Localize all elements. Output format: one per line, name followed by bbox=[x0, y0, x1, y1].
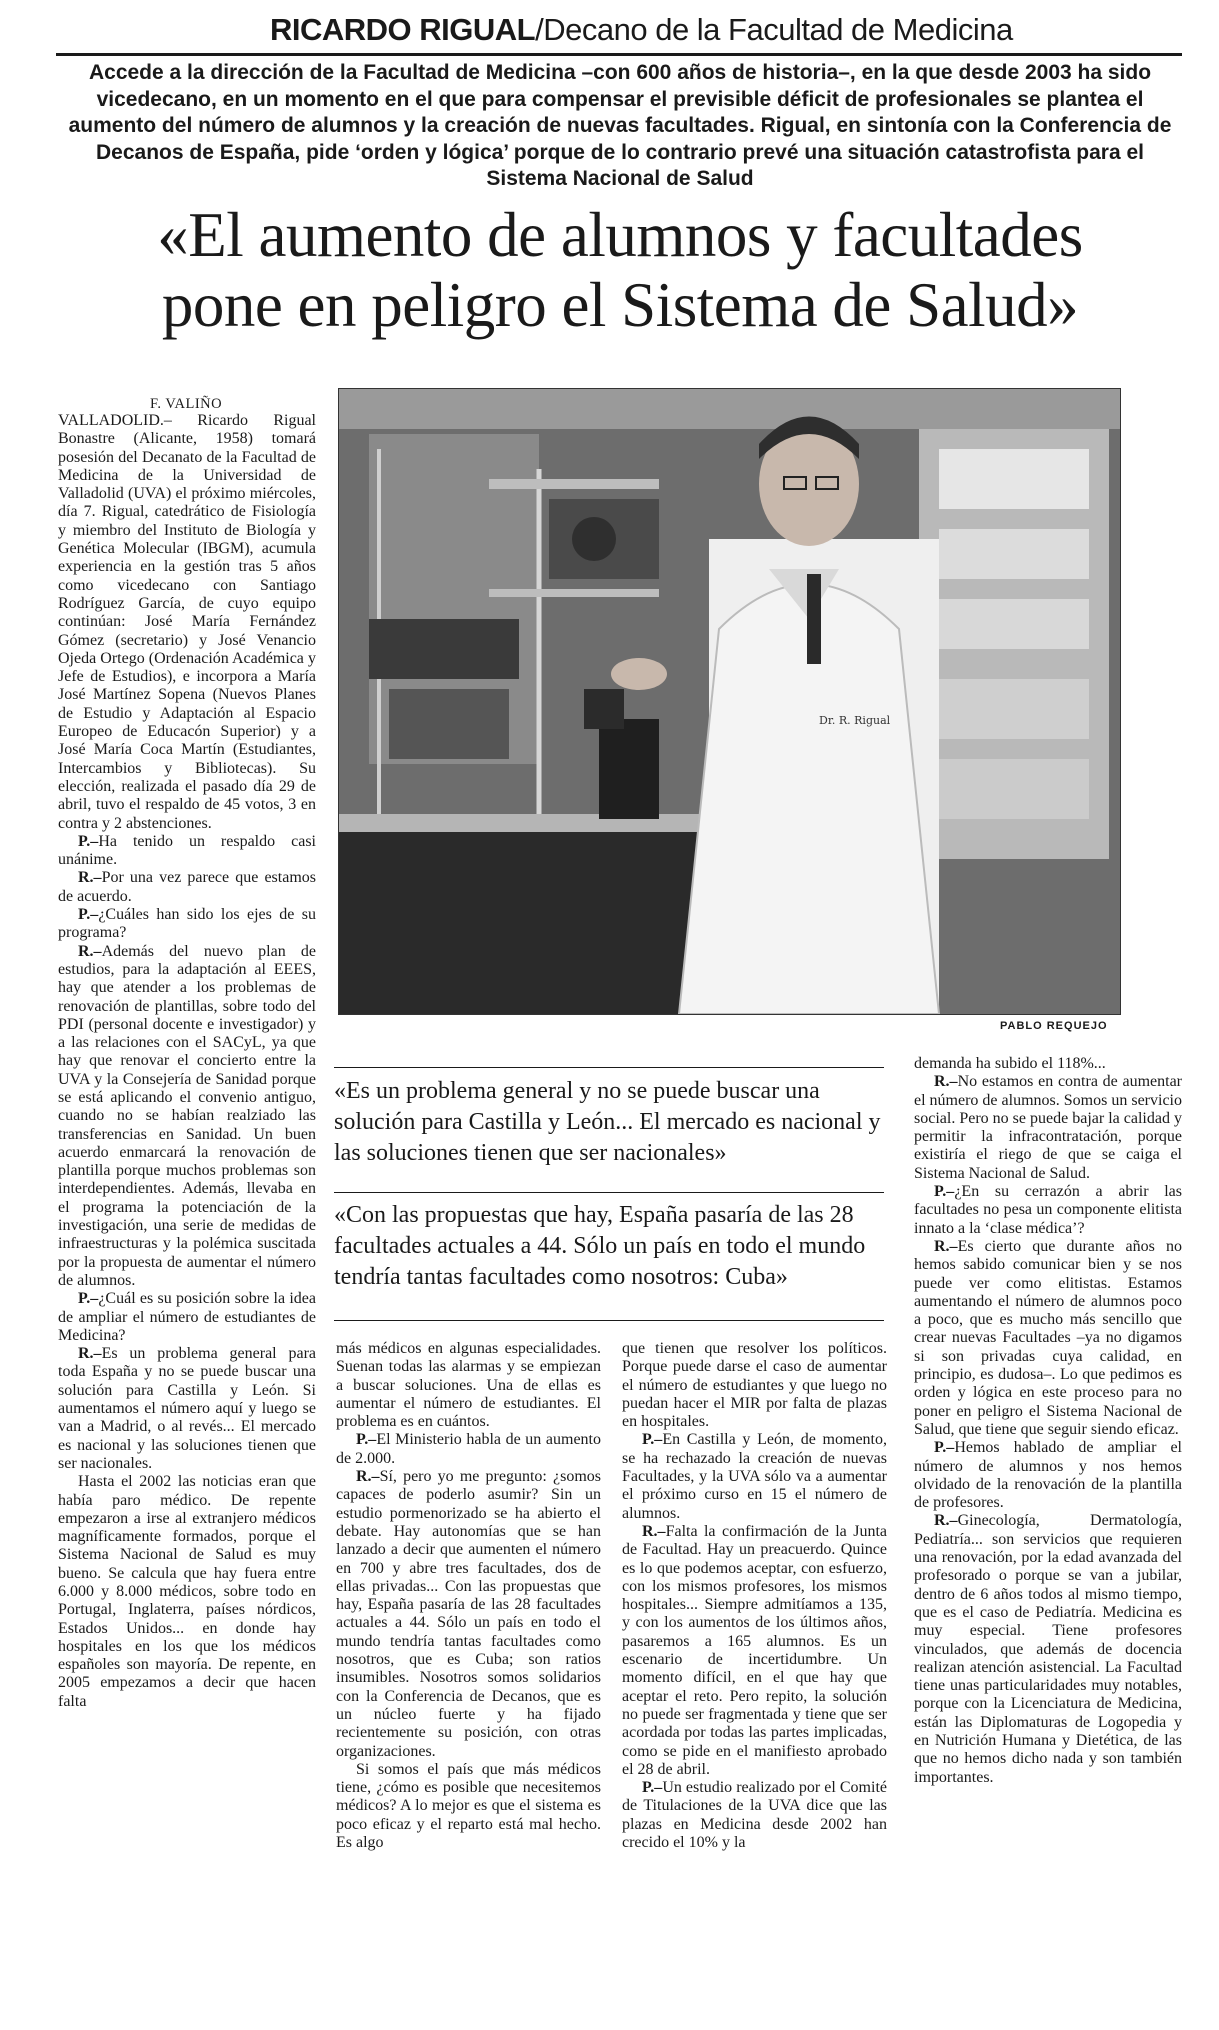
question bbox=[58, 906, 316, 943]
answer-text: Ginecología, Dermatología, Pediatría... son servicios que requieren una renovación, por la edad avanzada del profesorado o porque se van a jubilar, dentro de 6 años todos al mismo tiempo, que es el caso de Pediatría. Medicina es muy especial. Tiene profesores vinculados, que además de docencia realizan atención asistencial. La Facultad tiene unas particularidades muy notables, porque con la Licenciatura de Medicina, están las Diplomaturas de Logopedia y en Nutrición Humana y Dietética, de las que no hemos dicho nada y son también importantes. bbox=[914, 1512, 1182, 1786]
question bbox=[914, 1183, 1182, 1238]
question bbox=[914, 1439, 1182, 1512]
headline bbox=[58, 200, 1182, 340]
answer bbox=[914, 1238, 1182, 1439]
question-text: ¿En su cerrazón a abrir las facultades no pesa un componente elitista innato a la ‘clase médica’? bbox=[914, 1183, 1182, 1237]
answer-text: Es cierto que durante años no hemos sabido comunicar bien y se nos puede ver como elitistas. Estamos aumentando el número de alumnos poco a poco, que es mucho más sencillo que crear nuevas Facultades –ya no digamos si son privadas cuya calidad, en principio, es dudosa–. Lo que pedimos es orden y lógica en este proceso para no poner en peligro el Sistema Nacional de Salud, que tiene que seguir siendo eficaz. bbox=[914, 1237, 1182, 1438]
answer-text: Sí, pero yo me pregunto: ¿somos capaces de poderlo asumir? Sin un estudio pormenorizado se ha abierto el debate. Hay autonomías que se han lanzado a decir que aumenten el número en 700 y abre tres facultades, dos de ellas privadas... Con las propuestas que hay, España pasaría de las 28 facultades actuales a 44. Sólo un país en todo el mundo tendría tantas facultades como nosotros, que es Cuba; son ratios insumibles. Nosotros somos solidarios con la Conferencia de Decanos, que es un núcleo fuerte y ha fijado recientemente su posición, con otras organizaciones. bbox=[336, 1468, 601, 1760]
question-tag: P.– bbox=[642, 1431, 663, 1449]
lab-scene-illustration bbox=[339, 389, 1120, 1014]
answer-tag: R.– bbox=[934, 1073, 958, 1091]
question-text: Un estudio realizado por el Comité de Titulaciones de la UVA dice que las plazas en Medicina desde 2002 han crecido el 10% y la bbox=[622, 1779, 887, 1852]
answer-text: Además del nuevo plan de estudios, para la adaptación al EEES, hay que atender a los problemas de renovación de plantillas, sobre todo del PDI (personal docente e investigador) y a las relaciones con el SACyL, ya que hay que renovar el concierto entre la UVA y la Consejería de Sanidad porque se está aplicando el convenio antiguo, cuando no se habían realziado las transferencias en Sanidad. Un buen acuerdo enmarcará la renovación de plantilla porque muchos problemas son interdependientes. Además, llevaba en el programa la potenciación de la investigación, una serie de medidas de infraestructuras y la polémica suscitada por la propuesta de aumentar el número de alumnos. bbox=[58, 942, 316, 1289]
article-column-4 bbox=[914, 1055, 1182, 1787]
question bbox=[58, 1290, 316, 1345]
answer-tag: R.– bbox=[356, 1468, 380, 1486]
article-paragraph: Si somos el país que más médicos tiene, ¿cómo es posible que necesitemos médicos? A lo mejor es que el sistema es poco eficaz y el reparto está mal hecho. Es algo bbox=[336, 1760, 601, 1852]
pullquote-1: «Es un problema general y no se puede buscar una solución para Castilla y León... El mercado es nacional y las soluciones tienen que ser nacionales» bbox=[334, 1078, 881, 1166]
question-tag: P.– bbox=[934, 1439, 955, 1457]
question-tag: P.– bbox=[78, 1290, 99, 1308]
question bbox=[622, 1779, 887, 1852]
article-paragraph: Hasta el 2002 las noticias eran que había paro médico. De repente empezaron a irse al extranjero médicos magníficamente formados, porque el Sistema Nacional de Salud es muy bueno. Se calcula que hay fuera entre 6.000 y 8.000 médicos, sobre todo en Portugal, Inglaterra, países nórdicos, Estados Unidos... en donde hay hospitales en los que los médicos españoles son mayoría. De repente, en 2005 empezamos a decir que hacen falta bbox=[58, 1473, 316, 1710]
kicker-separator: / bbox=[535, 12, 544, 47]
answer-text: Falta la confirmación de la Junta de Facultad. Hay un preacuerdo. Quince es lo que podemos aceptar, con esfuerzo, con los mismos profesores, los mismos hospitales... Siempre admitíamos a 135, y con los aumentos de los últimos años, pasaremos a 165 alumnos. Es un escenario de incertidumbre. Un momento difícil, en el que hay que aceptar el reto. Pero repito, la solución no puede ser fragmentada y tiene que ser acordada por todas las partes implicadas, como se pide en el manifiesto aprobado el 28 de abril. bbox=[622, 1522, 887, 1778]
pullquote-rule bbox=[334, 1192, 884, 1193]
answer-text: Por una vez parece que estamos de acuerdo. bbox=[58, 869, 316, 905]
answer bbox=[914, 1073, 1182, 1183]
article-column-1 bbox=[58, 412, 316, 1711]
headline-line-1: «El aumento de alumnos y facultades bbox=[157, 200, 1083, 270]
question-tag: P.– bbox=[78, 906, 99, 924]
answer-tag: R.– bbox=[934, 1237, 958, 1255]
article-paragraph: demanda ha subido el 118%... bbox=[914, 1055, 1106, 1072]
article-column-3 bbox=[622, 1340, 887, 1852]
question-text: En Castilla y León, de momento, se ha rechazado la creación de nuevas Facultades, y la UVA sólo va a aumentar el próximo curso en 15 el número de alumnos. bbox=[622, 1431, 887, 1522]
answer bbox=[58, 1345, 316, 1473]
interviewee-name: RICARDO RIGUAL bbox=[270, 12, 536, 47]
question bbox=[336, 1431, 601, 1468]
question-text: El Ministerio habla de un aumento de 2.000. bbox=[336, 1431, 601, 1467]
question-text: ¿Cuál es su posición sobre la idea de ampliar el número de estudiantes de Medicina? bbox=[58, 1290, 316, 1344]
interviewee-position: Decano de la Facultad de Medicina bbox=[543, 12, 1013, 47]
article-column-2 bbox=[336, 1340, 601, 1852]
lead-paragraph: Accede a la dirección de la Facultad de Medicina –con 600 años de historia–, en la que desde 2003 ha sido vicedecano, en un momento en el que para compensar el previsible déficit de profesionales se plantea el aumento del número de alumnos y la creación de nuevas facultades. Rigual, en sintonía con la Conferencia de Decanos de España, pide ‘orden y lógica’ porque de lo contrario prevé una situación catastrofista para el Sistema Nacional de Salud bbox=[68, 61, 1172, 190]
question-text: Ha tenido un respaldo casi unánime. bbox=[58, 832, 316, 869]
question bbox=[622, 1431, 887, 1522]
answer bbox=[622, 1523, 887, 1779]
answer-tag: R.– bbox=[78, 869, 102, 887]
pullquote-rule bbox=[334, 1320, 884, 1321]
question-tag: P.– bbox=[642, 1779, 663, 1797]
answer-tag: R.– bbox=[934, 1512, 958, 1530]
portrait-photo bbox=[338, 388, 1121, 1015]
answer bbox=[914, 1512, 1182, 1786]
question bbox=[58, 833, 316, 870]
header-rule bbox=[56, 53, 1182, 56]
answer-tag: R.– bbox=[642, 1522, 666, 1540]
byline: F. VALIÑO bbox=[150, 396, 223, 412]
answer-text: No estamos en contra de aumentar el número de alumnos. Somos un servicio social. Pero no se puede bajar la calidad y permitir la infracontratación, porque existiría el riego de que se caiga el Sistema Nacional de Salud. bbox=[914, 1073, 1182, 1182]
answer-tag: R.– bbox=[78, 942, 102, 960]
answer-text: Es un problema general para toda España y no se puede buscar una solución para Castilla y León. Si aumentamos el número aquí y luego se van a Madrid, o al revés... El mercado es nacional y las soluciones tienen que ser nacionales. bbox=[58, 1345, 316, 1472]
section-kicker bbox=[270, 10, 1013, 50]
article-paragraph: más médicos en algunas especialidades. Suenan todas las alarmas y se empiezan a buscar soluciones. Una de ellas es aumentar el número de estudiantes. El problema es en cuántos. bbox=[336, 1340, 601, 1431]
pullquote-2: «Con las propuestas que hay, España pasaría de las 28 facultades actuales a 44. Sólo un país en todo el mundo tendría tantas facultades como nosotros: Cuba» bbox=[334, 1202, 866, 1290]
answer-tag: R.– bbox=[78, 1345, 102, 1363]
question-tag: P.– bbox=[934, 1183, 955, 1201]
question-text: ¿Cuáles han sido los ejes de su programa? bbox=[58, 906, 316, 942]
coat-label: Dr. R. Rigual bbox=[819, 714, 891, 727]
answer bbox=[336, 1468, 601, 1761]
pullquote-rule bbox=[334, 1067, 884, 1068]
question-tag: P.– bbox=[356, 1431, 377, 1449]
article-paragraph: que tienen que resolver los políticos. Porque puede darse el caso de aumentar el número de estudiantes y que luego no puedan hacer el MIR por falta de plazas en hospitales. bbox=[622, 1340, 887, 1431]
article-paragraph: VALLADOLID.– Ricardo Rigual Bonastre (Alicante, 1958) tomará posesión del Decanato de la Facultad de Medicina de la Universidad de Valladolid (UVA) el próximo miércoles, día 7. Rigual, catedrático de Fisiología y miembro del Instituto de Biología y Genética Molecular (IBGM), acumula experiencia en la gestión tras 5 años como vicedecano con Santiago Rodríguez García, de cuyo equipo continúan: José María Fernández Gómez (secretario) y José Venancio Ojeda Ortego (Ordenación Académica y Jefe de Estudios), e incorpora a María José Martínez Sopena (Nuevos Planes de Estudio y Adaptación al Espacio Europeo de Educacón Superior) y a José María Coca Martín (Estudiantes, Intercambios y Bibliotecas). Su elección, realizada el pasado día 29 de abril, tuvo el respaldo de 45 votos, 3 en contra y 2 abstenciones. bbox=[58, 412, 316, 832]
question-tag: P.– bbox=[78, 832, 99, 850]
headline-line-2: pone en peligro el Sistema de Salud» bbox=[161, 270, 1079, 340]
answer bbox=[58, 869, 316, 906]
answer bbox=[58, 943, 316, 1291]
photo-credit: PABLO REQUEJO bbox=[1000, 1020, 1108, 1032]
question-text: Hemos hablado de ampliar el número de alumnos y nos hemos olvidado de la renovación de la plantilla de profesores. bbox=[914, 1439, 1182, 1512]
